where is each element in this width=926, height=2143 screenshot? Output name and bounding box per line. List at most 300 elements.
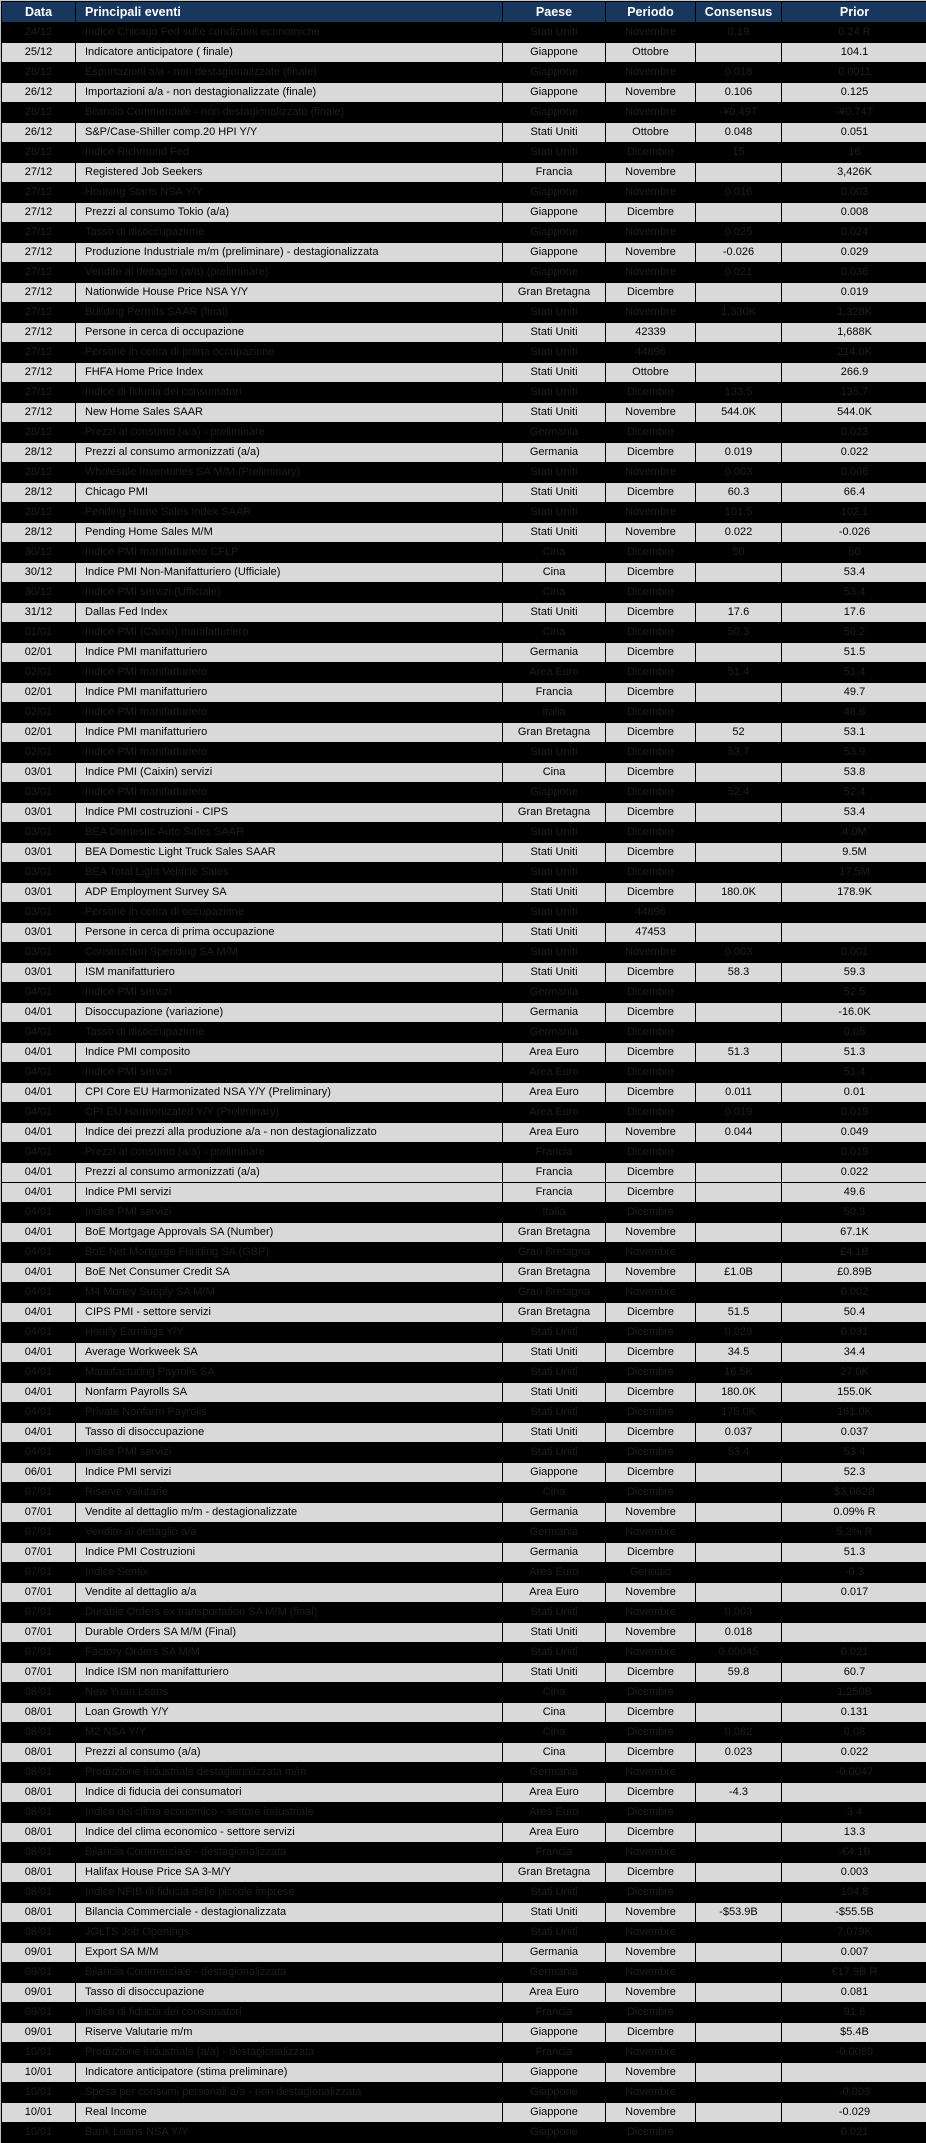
cell-event: Vendite al dettaglio m/m - destagionalizzate (76, 1503, 503, 1523)
table-row (2, 43, 926, 63)
column-header-consensus: Consensus (696, 2, 782, 23)
cell-country: Giappone (503, 2063, 606, 2083)
cell-event: Bilancia Commerciale - destagionalizzata (76, 1843, 503, 1863)
cell-prior: 0.049 (782, 1123, 926, 1143)
cell-date: 02/01 (2, 743, 76, 763)
table-row-redacted (2, 1843, 926, 1863)
cell-country: Stati Uniti (503, 903, 606, 923)
cell-prior: 155.0K (782, 1383, 926, 1403)
cell-event: Durable Orders ex transportation SA M/M (final) (76, 1603, 503, 1623)
cell-prior: 48.6 (782, 703, 926, 723)
cell-event: Persone in cerca di occupazione (76, 323, 503, 343)
cell-consensus (696, 1583, 782, 1603)
cell-date: 08/01 (2, 1743, 76, 1763)
cell-country: Stati Uniti (503, 1883, 606, 1903)
cell-prior (782, 1623, 926, 1643)
cell-period: Novembre (606, 1983, 696, 2003)
cell-prior: 4.0M (782, 823, 926, 843)
cell-date: 27/12 (2, 403, 76, 423)
cell-date: 02/01 (2, 703, 76, 723)
cell-date: 01/01 (2, 623, 76, 643)
cell-period: Novembre (606, 943, 696, 963)
cell-prior: 0.017 (782, 1583, 926, 1603)
cell-consensus (696, 1023, 782, 1043)
table-row-redacted (2, 1643, 926, 1663)
cell-country: Stati Uniti (503, 363, 606, 383)
cell-event: Indice PMI manifatturiero (76, 683, 503, 703)
cell-event: Building Permits SAAR (final) (76, 303, 503, 323)
cell-period: Dicembre (606, 1443, 696, 1463)
cell-period: Novembre (606, 1603, 696, 1623)
cell-country: Francia (503, 1163, 606, 1183)
cell-consensus: 0.025 (696, 223, 782, 243)
cell-consensus: 15 (696, 143, 782, 163)
table-row-redacted (2, 1483, 926, 1503)
table-row-redacted (2, 2003, 926, 2023)
cell-date: 30/12 (2, 583, 76, 603)
cell-country: Area Euro (503, 1583, 606, 1603)
table-row-redacted (2, 1963, 926, 1983)
table-row-redacted (2, 2083, 926, 2103)
cell-period: Dicembre (606, 383, 696, 403)
table-row (2, 1123, 926, 1143)
cell-prior (782, 903, 926, 923)
cell-period: Dicembre (606, 1803, 696, 1823)
cell-period: Novembre (606, 223, 696, 243)
cell-event: BEA Domestic Light Truck Sales SAAR (76, 843, 503, 863)
table-row-redacted (2, 983, 926, 1003)
table-row (2, 923, 926, 943)
cell-prior: 3,426K (782, 163, 926, 183)
table-row-redacted (2, 1883, 926, 1903)
cell-date: 09/01 (2, 1983, 76, 2003)
cell-period: Dicembre (606, 1683, 696, 1703)
cell-period: Novembre (606, 243, 696, 263)
cell-consensus (696, 2063, 782, 2083)
cell-country: Gran Bretagna (503, 723, 606, 743)
cell-consensus (696, 323, 782, 343)
table-row-redacted (2, 823, 926, 843)
cell-date: 27/12 (2, 243, 76, 263)
cell-event: Indice PMI servizi (76, 1183, 503, 1203)
cell-date: 04/01 (2, 1223, 76, 1243)
cell-prior: 104.1 (782, 43, 926, 63)
table-row (2, 1183, 926, 1203)
cell-consensus: 180.0K (696, 1383, 782, 1403)
table-row-redacted (2, 743, 926, 763)
table-row-redacted (2, 63, 926, 83)
cell-country: Cina (503, 563, 606, 583)
cell-event: Indice PMI composito (76, 1043, 503, 1063)
cell-event: Indice di fiducia dei consumatori (76, 2003, 503, 2023)
cell-date: 27/12 (2, 183, 76, 203)
cell-consensus: 0.021 (696, 263, 782, 283)
cell-period: Dicembre (606, 1003, 696, 1023)
cell-prior (782, 923, 926, 943)
cell-prior: 66.4 (782, 483, 926, 503)
table-row (2, 123, 926, 143)
cell-date: 04/01 (2, 1083, 76, 1103)
cell-period: Novembre (606, 2083, 696, 2103)
cell-country: Giappone (503, 43, 606, 63)
cell-period: Novembre (606, 263, 696, 283)
cell-country: Stati Uniti (503, 483, 606, 503)
cell-period: Dicembre (606, 843, 696, 863)
cell-date: 03/01 (2, 823, 76, 843)
cell-event: BoE Net Mortgage Funding SA (GBP) (76, 1243, 503, 1263)
cell-country: Area Euro (503, 1823, 606, 1843)
cell-consensus (696, 1183, 782, 1203)
cell-period: Dicembre (606, 203, 696, 223)
cell-period: Dicembre (606, 963, 696, 983)
cell-event: Indice dei prezzi alla produzione a/a - non destagionalizzato (76, 1123, 503, 1143)
cell-consensus: -0.026 (696, 243, 782, 263)
cell-prior: 51.3 (782, 1543, 926, 1563)
cell-consensus: 0.011 (696, 1083, 782, 1103)
cell-prior: 0.001 (782, 943, 926, 963)
cell-date: 07/01 (2, 1543, 76, 1563)
cell-country: Gran Bretagna (503, 1863, 606, 1883)
cell-country: Germania (503, 1963, 606, 1983)
cell-event: Tasso di disoccupazione (76, 1423, 503, 1443)
cell-date: 03/01 (2, 763, 76, 783)
cell-prior: 91.6 (782, 2003, 926, 2023)
cell-prior: 0.021 (782, 2123, 926, 2143)
cell-event: New Yuan Loans (76, 1683, 503, 1703)
cell-consensus: 17.6 (696, 603, 782, 623)
cell-period: Dicembre (606, 763, 696, 783)
cell-date: 31/12 (2, 603, 76, 623)
cell-country: Stati Uniti (503, 1603, 606, 1623)
cell-event: Persone in cerca di prima occupazione (76, 343, 503, 363)
cell-consensus (696, 1463, 782, 1483)
cell-event: Indice del clima economico - settore servizi (76, 1823, 503, 1843)
table-row-redacted (2, 583, 926, 603)
table-row (2, 1263, 926, 1283)
cell-date: 03/01 (2, 803, 76, 823)
table-header-row (2, 2, 926, 23)
cell-period: Dicembre (606, 1883, 696, 1903)
table-row-redacted (2, 1323, 926, 1343)
cell-date: 04/01 (2, 1383, 76, 1403)
cell-date: 03/01 (2, 783, 76, 803)
cell-event: Indice PMI manifatturiero CFLP (76, 543, 503, 563)
cell-event: Private Nonfarm Payrolls (76, 1403, 503, 1423)
cell-event: Tasso di disoccupazione (76, 1983, 503, 2003)
cell-consensus (696, 903, 782, 923)
cell-period: Novembre (606, 1523, 696, 1543)
cell-country: Giappone (503, 223, 606, 243)
cell-country: Giappone (503, 203, 606, 223)
table-row (2, 283, 926, 303)
cell-period: Novembre (606, 63, 696, 83)
cell-country: Cina (503, 583, 606, 603)
cell-prior: 135.7 (782, 383, 926, 403)
table-row (2, 1663, 926, 1683)
cell-consensus: 0.018 (696, 1623, 782, 1643)
cell-consensus: 0.082 (696, 1723, 782, 1743)
cell-consensus: 0.018 (696, 63, 782, 83)
cell-country: Stati Uniti (503, 1363, 606, 1383)
cell-period: Novembre (606, 463, 696, 483)
cell-date: 02/01 (2, 723, 76, 743)
cell-country: Stati Uniti (503, 383, 606, 403)
cell-period: Dicembre (606, 1343, 696, 1363)
cell-period: Dicembre (606, 703, 696, 723)
cell-date: 27/12 (2, 343, 76, 363)
cell-consensus: 50 (696, 543, 782, 563)
cell-consensus: 34.5 (696, 1343, 782, 1363)
cell-consensus (696, 1683, 782, 1703)
cell-consensus (696, 363, 782, 383)
table-row-redacted (2, 1143, 926, 1163)
cell-date: 27/12 (2, 363, 76, 383)
cell-period: Ottobre (606, 363, 696, 383)
cell-event: Persone in cerca di occupazione (76, 903, 503, 923)
cell-country: Stati Uniti (503, 403, 606, 423)
cell-country: Francia (503, 1843, 606, 1863)
cell-prior: 0.024 (782, 223, 926, 243)
cell-prior: 1,250B (782, 1683, 926, 1703)
cell-event: JOLTS Job Openings (76, 1923, 503, 1943)
cell-country: Stati Uniti (503, 143, 606, 163)
cell-event: Indice Sentix (76, 1563, 503, 1583)
cell-country: Cina (503, 1723, 606, 1743)
cell-period: Dicembre (606, 1403, 696, 1423)
table-row-redacted (2, 1103, 926, 1123)
cell-date: 27/12 (2, 223, 76, 243)
cell-prior: 178.9K (782, 883, 926, 903)
cell-prior: 0.037 (782, 1423, 926, 1443)
cell-period: Novembre (606, 403, 696, 423)
cell-date: 03/01 (2, 863, 76, 883)
cell-country: Italia (503, 1203, 606, 1223)
cell-event: Registered Job Seekers (76, 163, 503, 183)
cell-country: Stati Uniti (503, 1643, 606, 1663)
table-row (2, 1043, 926, 1063)
cell-date: 08/01 (2, 1703, 76, 1723)
cell-consensus: 53.4 (696, 1443, 782, 1463)
cell-period: Novembre (606, 1123, 696, 1143)
cell-prior: 49.6 (782, 1183, 926, 1203)
cell-prior: 0.029 (782, 243, 926, 263)
cell-date: 04/01 (2, 1303, 76, 1323)
cell-event: Vendite al dettaglio (a/a) (preliminare) (76, 263, 503, 283)
cell-prior: 0.24 R (782, 23, 926, 43)
cell-consensus (696, 2123, 782, 2143)
cell-consensus: 16.5K (696, 1363, 782, 1383)
cell-consensus: 0.003 (696, 943, 782, 963)
table-row (2, 2063, 926, 2083)
cell-period: Dicembre (606, 623, 696, 643)
cell-consensus: -4.3 (696, 1783, 782, 1803)
cell-consensus (696, 1063, 782, 1083)
cell-date: 28/12 (2, 483, 76, 503)
cell-prior: 60.7 (782, 1663, 926, 1683)
cell-event: CPI EU Harmonizated Y/Y (Preliminary) (76, 1103, 503, 1123)
cell-country: Stati Uniti (503, 843, 606, 863)
table-row-redacted (2, 423, 926, 443)
cell-period: Dicembre (606, 1103, 696, 1123)
cell-country: Cina (503, 543, 606, 563)
cell-consensus: 0.00045 (696, 1643, 782, 1663)
cell-consensus: 0.044 (696, 1123, 782, 1143)
column-header-principali-eventi: Principali eventi (76, 2, 503, 23)
cell-country: Germania (503, 983, 606, 1003)
cell-prior: 16 (782, 143, 926, 163)
cell-country: Stati Uniti (503, 863, 606, 883)
cell-country: Area Euro (503, 1063, 606, 1083)
cell-period: Dicembre (606, 2023, 696, 2043)
cell-event: Indice PMI Non-Manifatturiero (Ufficiale) (76, 563, 503, 583)
cell-date: 07/01 (2, 1583, 76, 1603)
cell-prior: 27.0K (782, 1363, 926, 1383)
cell-period: Novembre (606, 1643, 696, 1663)
cell-period: Dicembre (606, 1423, 696, 1443)
cell-event: Indice PMI manifatturiero (76, 783, 503, 803)
cell-prior: -0.0047 (782, 1763, 926, 1783)
table-row-redacted (2, 623, 926, 643)
cell-period: Novembre (606, 2103, 696, 2123)
table-row (2, 1983, 926, 2003)
cell-period: Dicembre (606, 823, 696, 843)
cell-prior: 53.4 (782, 563, 926, 583)
cell-date: 10/01 (2, 2063, 76, 2083)
cell-period: Dicembre (606, 1743, 696, 1763)
cell-event: Indice PMI servizi (76, 1443, 503, 1463)
table-row-redacted (2, 343, 926, 363)
cell-date: 27/12 (2, 163, 76, 183)
cell-consensus (696, 1803, 782, 1823)
cell-period: Novembre (606, 503, 696, 523)
cell-date: 26/12 (2, 123, 76, 143)
cell-date: 27/12 (2, 383, 76, 403)
table-row (2, 483, 926, 503)
cell-period: Novembre (606, 23, 696, 43)
cell-event: Pending Home Sales Index SAAR (76, 503, 503, 523)
cell-date: 09/01 (2, 1963, 76, 1983)
cell-consensus: 1,330K (696, 303, 782, 323)
cell-period: Dicembre (606, 143, 696, 163)
table-row (2, 1943, 926, 1963)
cell-period: Dicembre (606, 1163, 696, 1183)
cell-country: Gran Bretagna (503, 1303, 606, 1323)
cell-prior: 53.8 (782, 763, 926, 783)
table-row-redacted (2, 663, 926, 683)
cell-event: Indice PMI servizi (76, 983, 503, 1003)
cell-prior: 0.031 (782, 1323, 926, 1343)
cell-event: Indice PMI servizi (76, 1203, 503, 1223)
table-row (2, 403, 926, 423)
cell-country: Stati Uniti (503, 1623, 606, 1643)
cell-period: Novembre (606, 1263, 696, 1283)
cell-date: 04/01 (2, 1143, 76, 1163)
cell-prior: 0.022 (782, 1743, 926, 1763)
cell-country: Germania (503, 423, 606, 443)
cell-date: 04/01 (2, 1023, 76, 1043)
cell-event: S&P/Case-Shiller comp.20 HPI Y/Y (76, 123, 503, 143)
cell-prior: 5.2% R (782, 1523, 926, 1543)
cell-country: Gran Bretagna (503, 1223, 606, 1243)
cell-country: Gran Bretagna (503, 803, 606, 823)
cell-date: 07/01 (2, 1523, 76, 1543)
cell-country: Germania (503, 1003, 606, 1023)
cell-consensus: 50.3 (696, 623, 782, 643)
cell-event: Prezzi al consumo (a/a) - preliminare (76, 1143, 503, 1163)
cell-date: 10/01 (2, 2043, 76, 2063)
cell-period: 44896 (606, 903, 696, 923)
cell-consensus (696, 1963, 782, 1983)
cell-consensus: 0.029 (696, 1323, 782, 1343)
cell-prior: 0.006 (782, 463, 926, 483)
cell-consensus (696, 863, 782, 883)
cell-country: Cina (503, 623, 606, 643)
cell-consensus: 0.048 (696, 123, 782, 143)
cell-date: 04/01 (2, 1123, 76, 1143)
cell-country: Germania (503, 1503, 606, 1523)
cell-consensus (696, 983, 782, 1003)
cell-event: Hourly Earnings Y/Y (76, 1323, 503, 1343)
cell-prior: 53.4 (782, 1443, 926, 1463)
cell-period: Dicembre (606, 563, 696, 583)
cell-country: Germania (503, 1523, 606, 1543)
cell-country: Stati Uniti (503, 1343, 606, 1363)
cell-date: 04/01 (2, 1283, 76, 1303)
table-row-redacted (2, 543, 926, 563)
cell-date: 28/12 (2, 463, 76, 483)
table-row-redacted (2, 783, 926, 803)
table-row-redacted (2, 1063, 926, 1083)
cell-date: 03/01 (2, 883, 76, 903)
cell-country: Area Euro (503, 1103, 606, 1123)
cell-prior: 52.4 (782, 783, 926, 803)
cell-consensus (696, 283, 782, 303)
cell-country: Francia (503, 2003, 606, 2023)
cell-consensus (696, 583, 782, 603)
cell-consensus: 175.0K (696, 1403, 782, 1423)
table-row (2, 203, 926, 223)
cell-consensus (696, 683, 782, 703)
cell-consensus (696, 703, 782, 723)
table-row (2, 723, 926, 743)
cell-event: Indice PMI manifatturiero (76, 643, 503, 663)
cell-prior: 0.081 (782, 1983, 926, 2003)
cell-consensus: 101.5 (696, 503, 782, 523)
cell-country: Francia (503, 1143, 606, 1163)
table-body (2, 23, 926, 2143)
cell-period: Novembre (606, 1923, 696, 1943)
cell-event: Average Workweek SA (76, 1343, 503, 1363)
table-row (2, 1623, 926, 1643)
cell-prior: $3,062B (782, 1483, 926, 1503)
cell-period: Dicembre (606, 443, 696, 463)
cell-period: Novembre (606, 83, 696, 103)
cell-country: Gran Bretagna (503, 1283, 606, 1303)
cell-date: 07/01 (2, 1623, 76, 1643)
cell-prior: 51.5 (782, 643, 926, 663)
cell-event: Construction Spending SA M/M (76, 943, 503, 963)
cell-period: Dicembre (606, 1823, 696, 1843)
cell-prior (782, 1603, 926, 1623)
cell-prior: 50.2 (782, 623, 926, 643)
cell-date: 27/12 (2, 203, 76, 223)
cell-period: Novembre (606, 1943, 696, 1963)
cell-date: 08/01 (2, 1863, 76, 1883)
cell-event: Indice PMI costruzioni - CIPS (76, 803, 503, 823)
cell-period: Dicembre (606, 1323, 696, 1343)
cell-date: 28/12 (2, 523, 76, 543)
cell-event: Produzione Industriale m/m (preliminare) - destagionalizzata (76, 243, 503, 263)
